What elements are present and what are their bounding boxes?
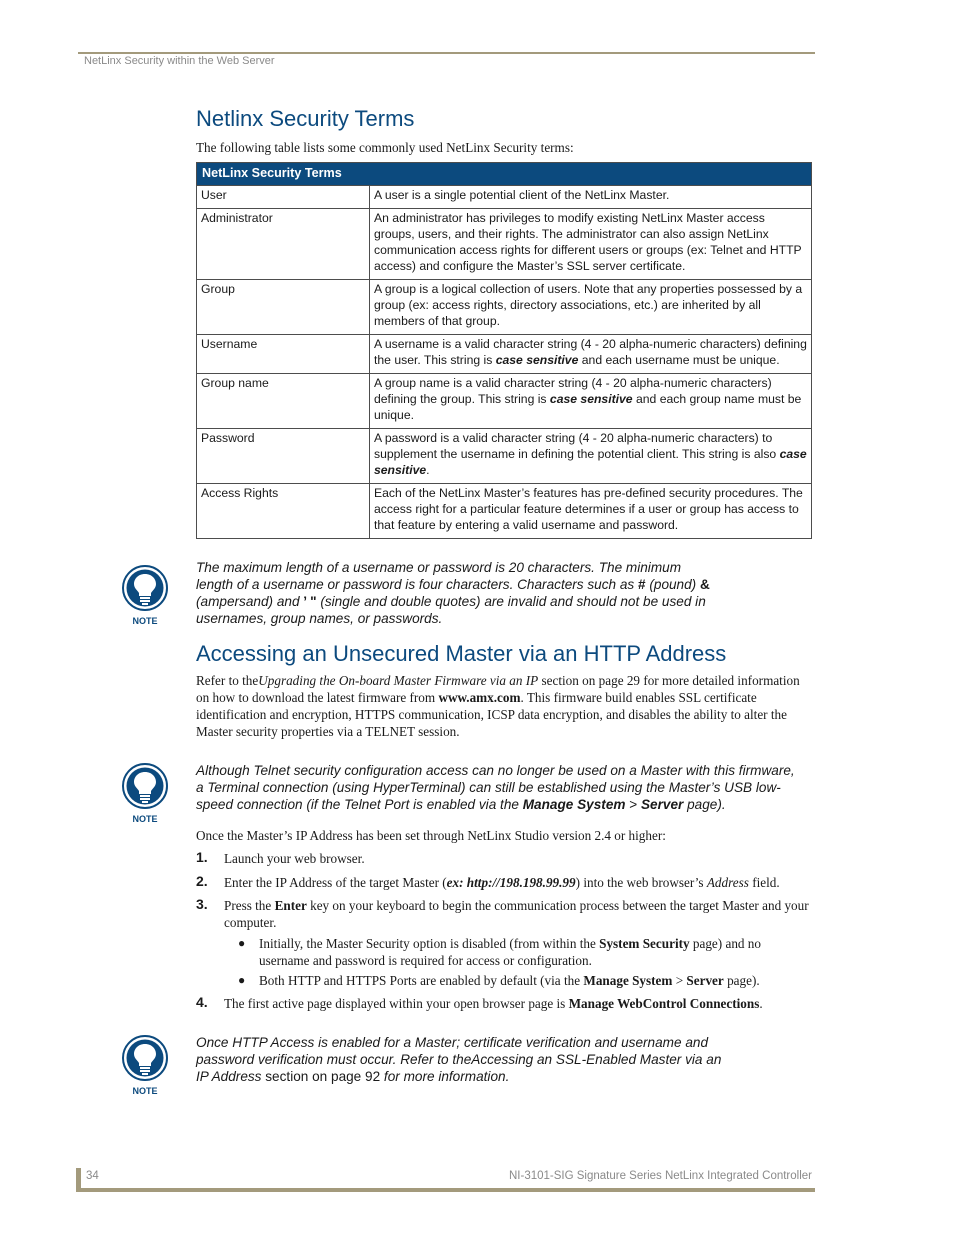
bullet-text: Initially, the Master Security option is disabled (from within the <box>259 936 600 951</box>
emphasis-case-sensitive: case sensitive <box>495 353 579 367</box>
step-number: 3. <box>196 896 208 912</box>
definition-text: . <box>426 463 430 477</box>
note-label: NOTE <box>132 1086 158 1096</box>
bullet-security-disabled <box>259 935 814 969</box>
note-text: for more information. <box>380 1069 510 1084</box>
note-max-length <box>196 559 721 627</box>
definition-text: A password is a valid character string (4 - 20 alpha-numeric characters) to supplement the username in defining the potential client. This string is also <box>374 431 780 461</box>
step-text: field. <box>748 875 780 890</box>
table-row <box>197 186 812 209</box>
section2-paragraph <box>196 672 810 740</box>
step-press-enter <box>224 897 814 931</box>
table-row <box>197 484 812 539</box>
table-row <box>197 429 812 484</box>
note-text: (single and double quotes) are invalid and should not be used in usernames, group names, or passwords. <box>196 594 706 626</box>
definition-cell <box>370 429 812 484</box>
definition-text: and each group name must be unique. <box>374 392 802 422</box>
step-number: 4. <box>196 994 208 1010</box>
step-number: 1. <box>196 849 208 865</box>
note-telnet <box>196 762 806 813</box>
section-title-security-terms: Netlinx Security Terms <box>196 106 415 131</box>
note-text: (ampersand) and <box>196 594 304 609</box>
definition-cell: An administrator has privileges to modify existing NetLinx Master access groups, users, and their rights. The administrator can also assign NetLinx communication access rights for different users or groups (ex: Telnet and HTTP access) and configure the Master’s SSL server certificate. <box>370 209 812 280</box>
footer-rule <box>78 1188 815 1192</box>
table-header-row <box>197 163 812 186</box>
section-title-unsecured-master: Accessing an Unsecured Master via an HTTP Address <box>196 641 727 666</box>
paragraph-text: section on page 29 for more detailed information on how to download the latest firmware from <box>196 673 800 705</box>
step-first-page <box>224 995 814 1012</box>
menu-server: Server <box>640 797 684 812</box>
address-field-ref: Address <box>706 875 749 890</box>
term-cell: Group <box>197 280 370 335</box>
paragraph-text: Refer to the <box>196 673 259 688</box>
table-row <box>197 374 812 429</box>
path-separator: > <box>625 797 641 812</box>
term-cell: Group name <box>197 374 370 429</box>
section-intro: The following table lists some commonly used NetLinx Security terms: <box>196 140 574 155</box>
note-label: NOTE <box>132 616 158 626</box>
note-http-access <box>196 1034 726 1085</box>
definition-cell: Each of the NetLinx Master’s features has pre-defined security procedures. The access right for a particular feature determines if a user or group has access to that feature by entering a valid username and password. <box>370 484 812 539</box>
page-number: 34 <box>86 1170 99 1182</box>
term-cell: Password <box>197 429 370 484</box>
system-security-ref: System Security <box>599 936 690 951</box>
footer-doc-title: NI-3101-SIG Signature Series NetLinx Integrated Controller <box>509 1170 812 1182</box>
char-pound: # <box>638 577 646 592</box>
definition-cell <box>370 374 812 429</box>
note-text: (pound) <box>645 577 700 592</box>
table-row <box>197 280 812 335</box>
char-quotes: ’ " <box>303 594 317 609</box>
step-launch-browser: Launch your web browser. <box>224 851 365 866</box>
term-cell: Administrator <box>197 209 370 280</box>
note-text: Once HTTP Access is enabled for a Master; certificate verification and username and password verification must occur. Refer to the <box>196 1035 709 1067</box>
bullet-text: page) and no username and password is required for access or configuration. <box>259 936 761 968</box>
server-ref: Server <box>686 973 724 988</box>
definition-text: A group name is a valid character string (4 - 20 alpha-numeric characters) defining the group. This string is <box>374 376 772 406</box>
table-row <box>197 209 812 280</box>
header-rule <box>78 52 815 54</box>
bullet-icon: ● <box>238 936 246 950</box>
bullet-ports-enabled <box>259 972 814 989</box>
amx-url[interactable]: www.amx.com <box>438 690 521 705</box>
note-page-ref: section on page 92 <box>261 1069 381 1084</box>
menu-manage-system: Manage System <box>522 797 626 812</box>
note-text: page). <box>683 797 726 812</box>
emphasis-case-sensitive: case sensitive <box>549 392 633 406</box>
step-text: Press the <box>224 898 275 913</box>
term-cell: Access Rights <box>197 484 370 539</box>
path-separator: > <box>672 973 687 988</box>
bullet-text: page). <box>723 973 760 988</box>
note-text: Although Telnet security configuration access can no longer be used on a Master with this firmware, a Terminal connection (using HyperTerminal) can still be established using the Master’s USB low-speed connection (if the Telnet Port is enabled via the <box>196 763 795 812</box>
bullet-icon: ● <box>238 973 246 987</box>
step-text: Enter the IP Address of the target Master ( <box>224 875 447 890</box>
table-row <box>197 335 812 374</box>
step-number: 2. <box>196 873 208 889</box>
step-text: key on your keyboard to begin the communication process between the target Master and your computer. <box>224 898 809 930</box>
definition-cell: A user is a single potential client of the NetLinx Master. <box>370 186 812 209</box>
note-lightbulb-icon <box>118 565 172 627</box>
note-lightbulb-icon <box>118 1035 172 1097</box>
manage-system-ref: Manage System <box>583 973 673 988</box>
step-text: . <box>759 996 763 1011</box>
step-text: The first active page displayed within your open browser page is <box>224 996 569 1011</box>
table-header: NetLinx Security Terms <box>197 163 812 186</box>
enter-key-ref: Enter <box>274 898 307 913</box>
note-label: NOTE <box>132 814 158 824</box>
note-text: The maximum length of a username or password is 20 characters. The minimum length of a username or password is four characters. Characters such as <box>196 560 682 592</box>
char-ampersand: & <box>700 577 710 592</box>
step-text: ) into the web browser’s <box>575 875 707 890</box>
emphasis-case-sensitive: case sensitive <box>374 447 807 477</box>
steps-intro: Once the Master’s IP Address has been set through NetLinx Studio version 2.4 or higher: <box>196 828 666 843</box>
bullet-text: Both HTTP and HTTPS Ports are enabled by default (via the <box>259 973 584 988</box>
running-head: NetLinx Security within the Web Server <box>84 55 275 67</box>
xref-upgrading-firmware[interactable]: Upgrading the On-board Master Firmware via an IP <box>258 673 539 688</box>
webcontrol-ref: Manage WebControl Connections <box>568 996 760 1011</box>
step-enter-ip <box>224 874 814 891</box>
paragraph-text: . This firmware build enables SSL certificate identification and encryption, HTTPS communication, ICSP data encryption, and disables the ability to alter the Master security properties via a TELNET session. <box>196 690 787 739</box>
example-url: ex: http://198.198.99.99 <box>446 875 576 890</box>
definition-text: and each username must be unique. <box>578 353 780 367</box>
xref-ssl-enabled-master[interactable]: Accessing an SSL-Enabled Master via an IP Address <box>196 1052 722 1084</box>
definition-cell <box>370 335 812 374</box>
term-cell: Username <box>197 335 370 374</box>
term-cell: User <box>197 186 370 209</box>
note-lightbulb-icon <box>118 763 172 825</box>
security-terms-table <box>196 162 812 539</box>
definition-cell: A group is a logical collection of users. Note that any properties possessed by a group (ex: access rights, directory associations, etc.) are inherited by all members of that group. <box>370 280 812 335</box>
definition-text: A username is a valid character string (4 - 20 alpha-numeric characters) defining the user. This string is <box>374 337 807 367</box>
